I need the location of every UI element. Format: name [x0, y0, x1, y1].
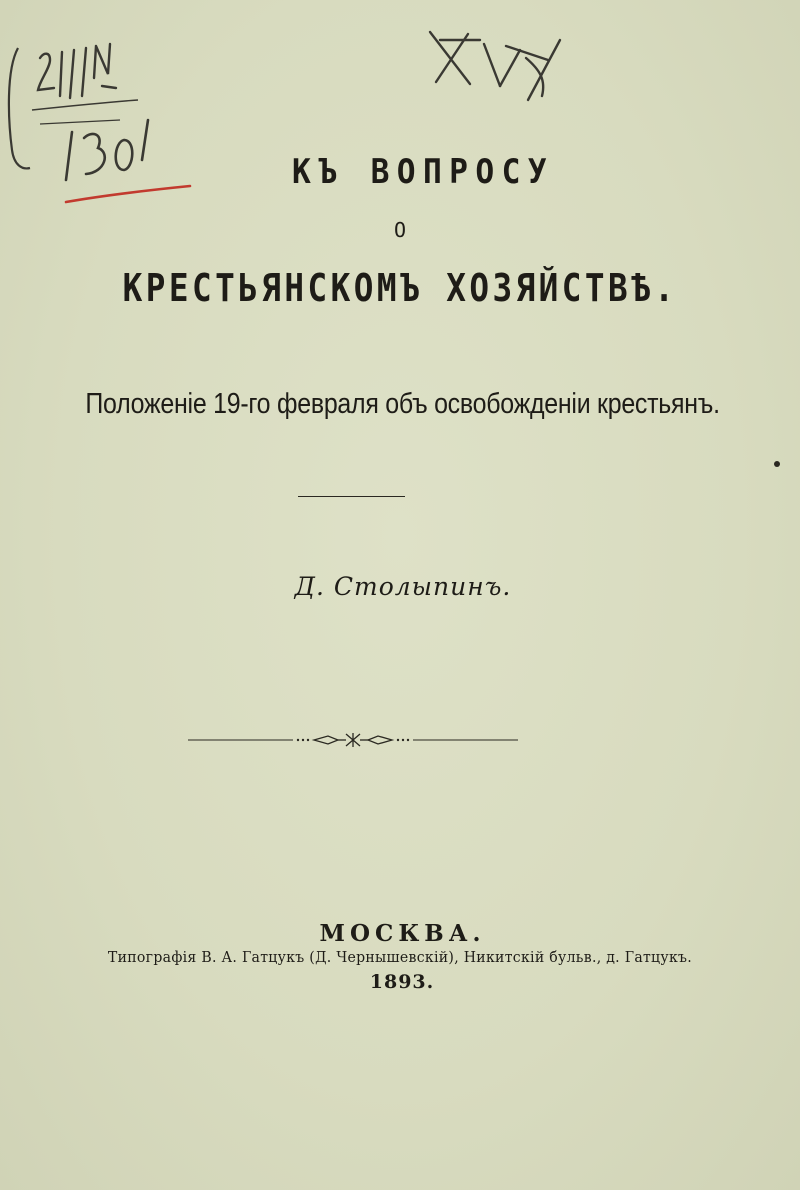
- imprint-year: 1893.: [369, 971, 435, 993]
- divider-rule: [298, 496, 405, 497]
- imprint-printer: Типографія В. А. Гатцукъ (Д. Чернышевскій), Никитскій бульв., д. Гатцукъ.: [107, 950, 693, 966]
- handwritten-bracket: [9, 48, 30, 168]
- title-line-2: КРЕСТЬЯНСКОМЪ ХОЗЯЙСТВѢ.: [122, 266, 678, 310]
- subtitle: Положеніе 19-го февраля объ освобожденіи крестьянъ.: [85, 388, 720, 420]
- title-line-1: КЪ ВОПРОСУ: [292, 152, 554, 192]
- author-name: Д. Столыпинъ.: [294, 572, 512, 601]
- title-preposition: О: [393, 218, 407, 242]
- handwritten-shelf-marks: [0, 0, 800, 230]
- handwritten-top-right-mark: [430, 32, 560, 100]
- handwritten-top-number: [38, 44, 116, 98]
- ink-speck: [774, 461, 780, 467]
- ornamental-divider: [188, 729, 518, 751]
- imprint-city: МОСКВА.: [319, 920, 486, 947]
